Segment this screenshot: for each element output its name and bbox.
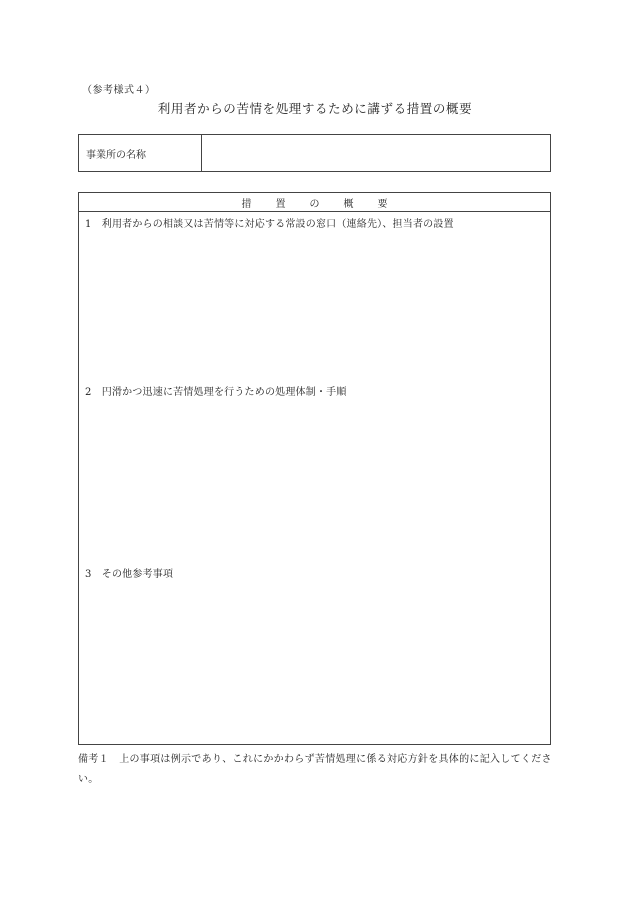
office-name-label: 事業所の名称 [79,135,202,171]
measures-header [79,193,550,212]
section-1-contact-window: 1 利用者からの相談又は苦情等に対応する常設の窓口（連絡先）、担当者の設置 [85,219,454,230]
form-title: 利用者からの苦情を処理するために講ずる措置の概要 [157,101,473,116]
measures-table [78,192,551,745]
office-name-table [78,134,551,172]
form-reference-label: （参考様式４） [82,85,156,96]
header-char: の [309,198,320,210]
remark-note: 備考１ 上の事項は例示であり、これにかかわらず苦情処理に係る対応方針を具体的に記入してください。 [78,754,552,785]
section-2-process-system: 2 円滑かつ迅速に苦情処理を行うための処理体制・手順 [85,387,347,398]
section-3-other-notes: 3 その他参考事項 [85,569,174,580]
header-char: 概 [343,198,354,210]
header-char: 置 [275,198,286,210]
header-char: 要 [377,198,388,210]
header-char: 措 [241,198,252,210]
office-name-field[interactable] [202,135,550,171]
